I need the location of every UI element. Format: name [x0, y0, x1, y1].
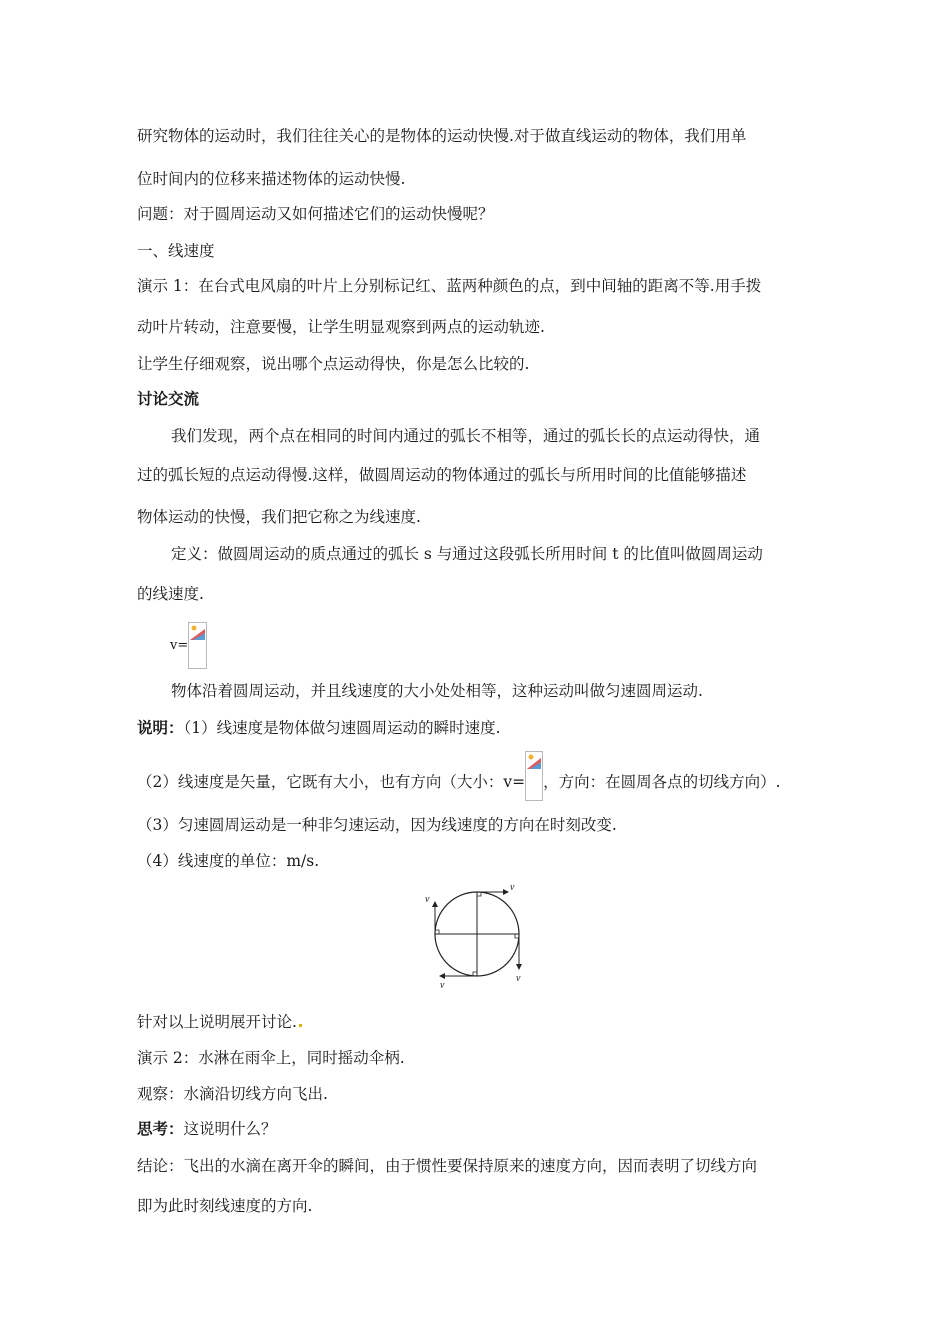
label-v-bottom: v	[440, 980, 445, 991]
image-placeholder-icon	[527, 753, 541, 769]
note-2-text-a: （2）线速度是矢量，它既有大小，也有方向（大小：v=	[137, 773, 526, 791]
paragraph-definition-line1: 定义：做圆周运动的质点通过的弧长 s 与通过这段弧长所用时间 t 的比值叫做圆周运动	[171, 545, 763, 563]
label-v-top: v	[510, 882, 515, 893]
paragraph-discussion-line1: 我们发现，两个点在相同的时间内通过的弧长不相等，通过的弧长长的点运动得快，通	[171, 427, 761, 445]
image-placeholder-icon	[190, 624, 205, 640]
paragraph-discuss-text: 针对以上说明展开讨论.	[137, 1013, 297, 1031]
paragraph-definition-line2: 的线速度.	[137, 585, 204, 603]
paragraph-demo1-line1: 演示 1：在台式电风扇的叶片上分别标记红、蓝两种颜色的点，到中间轴的距离不等.用手拨	[137, 277, 762, 295]
circle-with-axes	[435, 892, 519, 976]
note-1	[137, 717, 817, 739]
paragraph-discuss	[137, 1011, 817, 1033]
paragraph-conclusion-line1: 结论：飞出的水滴在离开伞的瞬间，由于惯性要保持原来的速度方向，因而表明了切线方向	[137, 1157, 758, 1175]
note-3: （3）匀速圆周运动是一种非匀速运动，因为线速度的方向在时刻改变.	[137, 816, 617, 834]
paragraph-observe: 让学生仔细观察，说出哪个点运动得快，你是怎么比较的.	[137, 355, 530, 373]
note-2	[137, 765, 817, 801]
paragraph-think	[137, 1118, 817, 1140]
think-label: 思考：	[137, 1119, 184, 1138]
paragraph-observation: 观察：水滴沿切线方向飞出.	[137, 1085, 328, 1103]
note-1-text: （1）线速度是物体做匀速圆周运动的瞬时速度.	[183, 719, 501, 737]
paragraph-intro-line1: 研究物体的运动时，我们往往关心的是物体的运动快慢.对于做直线运动的物体，我们用单	[137, 127, 747, 145]
note-2-text-b: ，方向：在圆周各点的切线方向）.	[543, 773, 781, 791]
formula-velocity	[170, 622, 207, 669]
paragraph-question: 问题：对于圆周运动又如何描述它们的运动快慢呢？	[137, 205, 494, 223]
heading-discussion: 讨论交流	[137, 389, 200, 408]
paragraph-intro-line2: 位时间内的位移来描述物体的运动快慢.	[137, 170, 406, 188]
paragraph-demo2: 演示 2：水淋在雨伞上，同时摇动伞柄.	[137, 1049, 405, 1067]
paragraph-demo1-line2: 动叶片转动，注意要慢，让学生明显观察到两点的运动轨迹.	[137, 318, 545, 336]
marker-dot	[299, 1024, 302, 1027]
inline-formula-image	[525, 751, 543, 801]
paragraph-discussion-line3: 物体运动的快慢，我们把它称之为线速度.	[137, 508, 421, 526]
label-v-left: v	[425, 894, 430, 905]
think-text: 这说明什么？	[183, 1120, 277, 1138]
paragraph-conclusion-line2: 即为此时刻线速度的方向.	[137, 1197, 313, 1215]
note-4: （4）线速度的单位：m/s.	[137, 852, 320, 870]
formula-label: v=	[170, 638, 189, 653]
section-heading-linear-velocity: 一、线速度	[137, 242, 215, 260]
circular-motion-diagram	[420, 877, 535, 992]
paragraph-uniform-circular: 物体沿着圆周运动，并且线速度的大小处处相等，这种运动叫做匀速圆周运动.	[171, 682, 703, 700]
note-label: 说明：	[137, 718, 184, 737]
formula-image	[188, 622, 207, 669]
label-v-right: v	[516, 973, 521, 984]
paragraph-discussion-line2: 过的弧长短的点运动得慢.这样，做圆周运动的物体通过的弧长与所用时间的比值能够描述	[137, 466, 747, 484]
